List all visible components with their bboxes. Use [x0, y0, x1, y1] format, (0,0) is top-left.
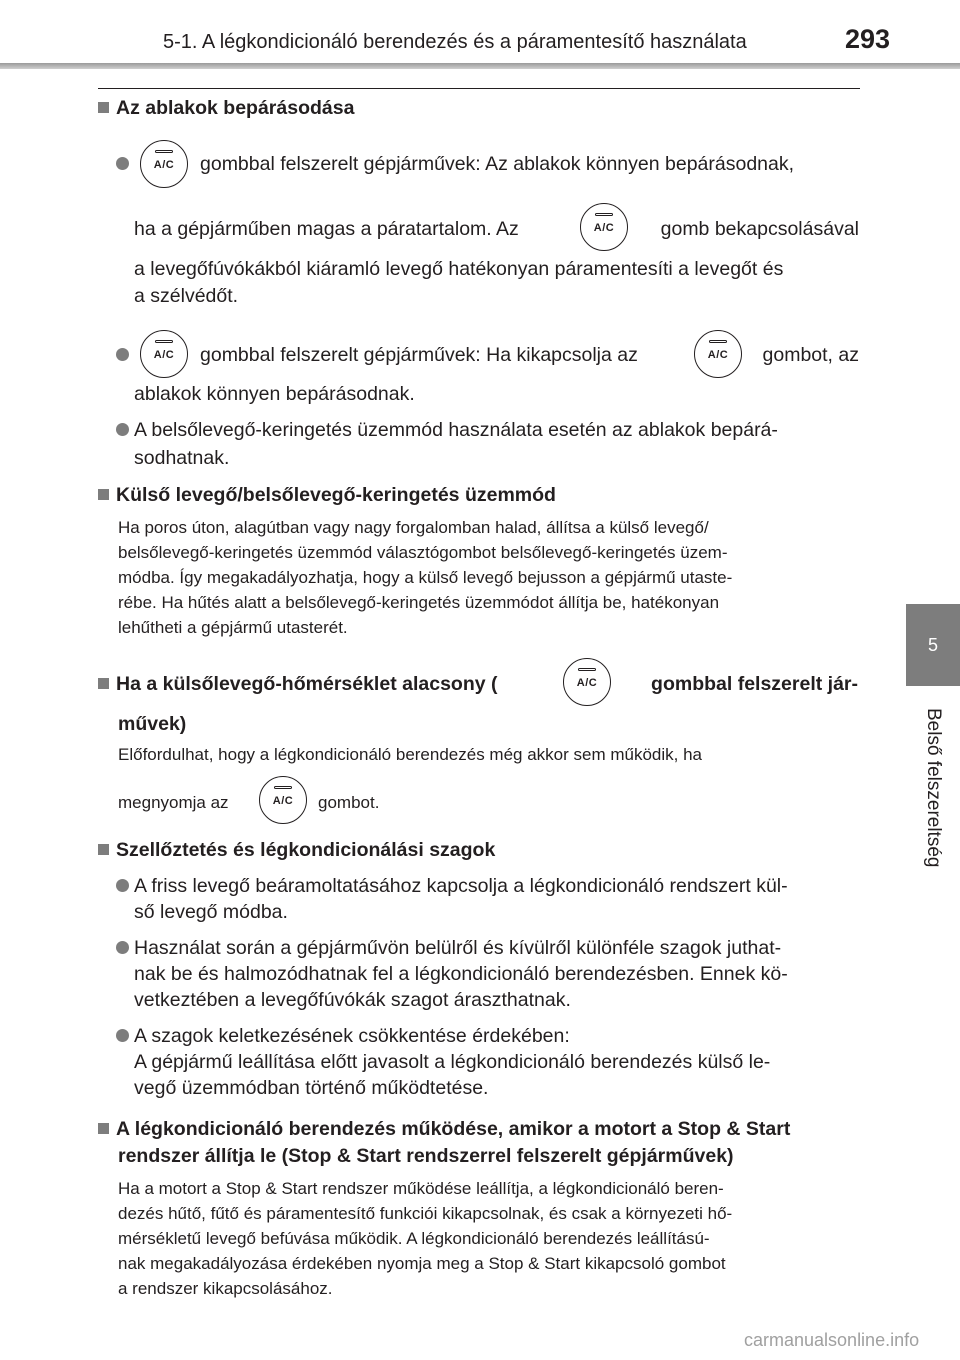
section-heading-text: Az ablakok bepárásodása [116, 97, 355, 119]
paragraph-line: mérsékletű levegő befúvása működik. A légkondicionáló berendezés leállítású- [118, 1229, 710, 1248]
paragraph-line: sodhatnak. [134, 447, 230, 469]
paragraph-line: gombbal felszerelt gépjárművek: Az ablakok könnyen bepárásodnak, [200, 153, 795, 175]
paragraph-line: gombot. [318, 793, 380, 812]
section-heading-text: Külső levegő/belsőlevegő-keringetés üzemmód [116, 484, 556, 506]
bullet-dot-icon [116, 1029, 129, 1042]
section-square-icon [98, 102, 109, 113]
watermark: carmanualsonline.info [744, 1330, 920, 1350]
bullet-dot-icon [116, 941, 129, 954]
paragraph-line: ső levegő módba. [134, 901, 288, 923]
paragraph-line: ha a gépjárműben magas a páratartalom. Az gomb bekapcsolásával [134, 218, 859, 240]
ac-button-icon: A/C [563, 658, 611, 706]
bullet-dot-icon [116, 879, 129, 892]
paragraph-line: A szagok keletkezésének csökkentése érdekében: [134, 1025, 570, 1047]
content-rule [98, 88, 860, 89]
chapter-tab: 5 [906, 604, 960, 686]
page-number: 293 [845, 24, 891, 54]
ac-button-icon: A/C [259, 776, 307, 824]
section-heading-text: Szellőztetés és légkondicionálási szagok [116, 839, 496, 861]
bullet-dot-icon [116, 348, 129, 361]
section-heading-odors [98, 837, 495, 863]
paragraph-line: Ha poros úton, alagútban vagy nagy forgalomban halad, állítsa a külső levegő/ [118, 518, 709, 537]
paragraph-line: nak megakadályozása érdekében nyomja meg a Stop & Start kikapcsoló gombot [118, 1254, 726, 1273]
paragraph-line: belsőlevegő-keringetés üzemmód választógombot belsőlevegő-keringetés üzem- [118, 543, 728, 562]
paragraph-line: rébe. Ha hűtés alatt a belsőlevegő-keringetés üzemmódot állítja be, hatékonyan [118, 593, 720, 612]
chapter-label [906, 698, 960, 878]
paragraph-line: lehűtheti a gépjármű utasterét. [118, 618, 348, 637]
section-heading-recirculation [98, 482, 556, 508]
paragraph-line: nak be és halmozódhatnak fel a légkondicionáló berendezésben. Ennek kö- [134, 963, 788, 985]
section-square-icon [98, 1123, 109, 1134]
paragraph-line: megnyomja az [118, 793, 229, 812]
paragraph-line: A friss levegő beáramoltatásához kapcsolja a légkondicionáló rendszert kül- [134, 875, 788, 897]
paragraph-line: Előfordulhat, hogy a légkondicionáló berendezés még akkor sem működik, ha [118, 745, 703, 764]
paragraph-line: A gépjármű leállítása előtt javasolt a légkondicionáló berendezés külső le- [134, 1051, 771, 1073]
paragraph-line: gombbal felszerelt gépjárművek: Ha kikapcsolja az gombot, az [200, 344, 859, 366]
bullet-dot-icon [116, 423, 129, 436]
paragraph-line: Ha a motort a Stop & Start rendszer működése leállítja, a légkondicionáló beren- [118, 1179, 724, 1198]
bullet-dot-icon [116, 157, 129, 170]
section-heading-fogging [98, 95, 354, 121]
paragraph-line: A belsőlevegő-keringetés üzemmód használata esetén az ablakok bepárá- [134, 419, 778, 441]
ac-button-icon: A/C [140, 140, 188, 188]
section-heading-text: művek) [118, 713, 187, 735]
chapter-label-text: Belső felszereltség [923, 708, 944, 868]
section-heading-text: A légkondicionáló berendezés működése, amikor a motort a Stop & Start [116, 1118, 791, 1140]
paragraph-line: vegő üzemmódban történő működtetése. [134, 1077, 489, 1099]
paragraph-line: módba. Így megakadályozhatja, hogy a külső levegő bejusson a gépjármű utaste- [118, 568, 733, 587]
header-rule [0, 63, 960, 69]
paragraph-line: Használat során a gépjárművön belülről és kívülről különféle szagok juthat- [134, 937, 782, 959]
paragraph-line: a szélvédőt. [134, 285, 239, 307]
section-square-icon [98, 844, 109, 855]
section-heading-text: rendszer állítja le (Stop & Start rendszerrel felszerelt gépjárművek) [118, 1145, 734, 1167]
section-heading-low-temperature: Ha a külsőlevegő-hőmérséklet alacsony ( gombbal felszerelt jár- [98, 671, 858, 697]
section-square-icon [98, 489, 109, 500]
ac-button-icon: A/C [140, 330, 188, 378]
section-heading-stop-start [98, 1116, 790, 1142]
paragraph-line: ablakok könnyen bepárásodnak. [134, 383, 415, 405]
ac-button-icon: A/C [580, 203, 628, 251]
ac-button-icon: A/C [694, 330, 742, 378]
paragraph-line: a rendszer kikapcsolásához. [118, 1279, 333, 1298]
paragraph-line: dezés hűtő, fűtő és páramentesítő funkciói kikapcsolnak, és csak a környezeti hő- [118, 1204, 733, 1223]
section-square-icon [98, 678, 109, 689]
header-title: 5-1. A légkondicionáló berendezés és a páramentesítő használata [163, 31, 747, 53]
paragraph-line: a levegőfúvókákból kiáramló levegő hatékonyan páramentesíti a levegőt és [134, 258, 784, 280]
paragraph-line: vetkeztében a levegőfúvókák szagot áraszthatnak. [134, 989, 571, 1011]
